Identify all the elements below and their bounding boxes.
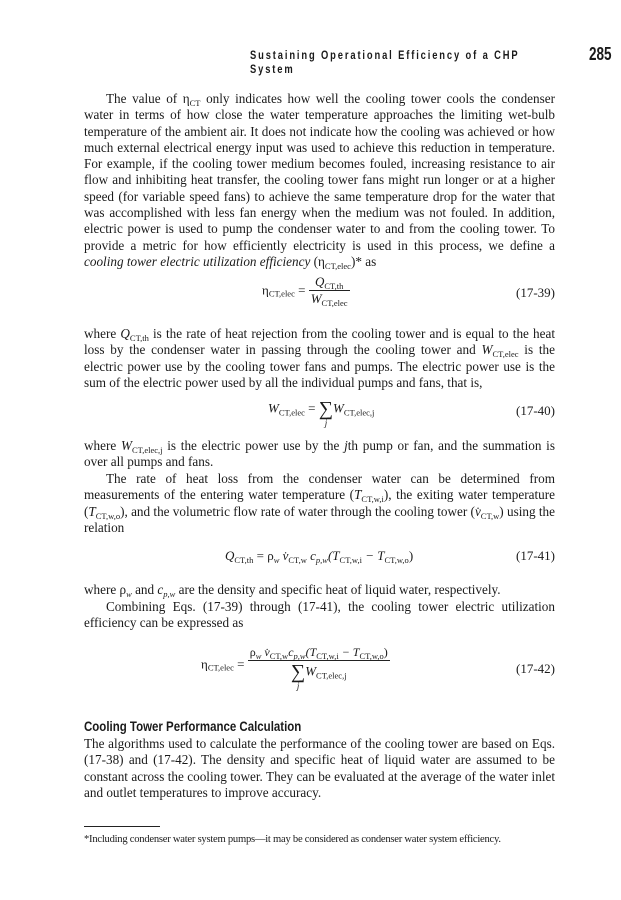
subscript: p,w	[293, 651, 306, 661]
subscript: CT,w,i	[316, 651, 339, 661]
paragraph-3	[84, 438, 555, 471]
equation-number: (17-41)	[516, 548, 555, 563]
symbol: (T	[327, 548, 340, 563]
subscript: p,w	[163, 589, 176, 599]
symbol: c	[288, 645, 294, 659]
symbol: = ρ	[253, 548, 274, 563]
symbol: v̇	[261, 645, 270, 659]
numerator: Q	[314, 274, 325, 289]
subscript: CT,w,i	[339, 555, 362, 565]
sigma: ∑	[318, 398, 333, 420]
running-header: Sustaining Operational Efficiency of a CHP System	[250, 48, 520, 76]
text: The rate of heat loss from the condenser water can be determined from measurements of the entering water temperature (	[84, 471, 555, 503]
equation-17-42: $\eta_{CT,elec}$ = $\rho_w$ $v̇_{CT,w}c_{p,w}(T_{CT,w,i} - T_{CT,w,o})$ ∑ j $W_{CT,elec,j}$ (17-42)	[201, 645, 555, 691]
denominator: W	[310, 291, 322, 306]
denominator: W	[305, 663, 317, 679]
subscript: CT,w	[480, 510, 500, 521]
symbol: − T	[361, 548, 385, 563]
text: ), and the volumetric flow rate of water through the cooling tower (	[120, 503, 475, 519]
symbol: T	[354, 487, 362, 503]
defined-term: cooling tower electric utilization efficiency	[84, 253, 311, 269]
eq-lhs: η	[201, 656, 208, 672]
summation-icon	[290, 661, 306, 691]
subscript: CT,w,o	[359, 651, 384, 661]
subscript: CT,elec	[492, 349, 519, 360]
eq-lhs: η	[262, 282, 269, 298]
text: is the rate of heat rejection from the cooling tower and is equal to the heat loss by the condenser water in passing through the cooling tower and	[84, 326, 556, 358]
equation-number: (17-39)	[516, 285, 555, 300]
equation-17-40: $W_{CT,elec}$ = ∑ j $W_{CT,elec,j}$ (17-40)	[268, 398, 555, 428]
subscript: p,w	[315, 555, 328, 565]
subscript: CT,elec,j	[316, 670, 347, 681]
subscript: CT,w,i	[361, 494, 384, 505]
summation-icon	[318, 398, 333, 428]
text: th pump or fan, and the summation is over all pumps and fans.	[84, 438, 555, 470]
paragraph-5	[84, 582, 555, 598]
symbol: − T	[338, 645, 360, 659]
subscript: CT,elec,j	[343, 407, 375, 418]
text: ) using the relation	[84, 503, 555, 535]
symbol: W	[120, 438, 132, 453]
symbol: T	[88, 503, 96, 519]
subscript: CT,th	[324, 281, 344, 291]
fraction	[248, 645, 390, 691]
text: where	[84, 326, 121, 341]
sigma: ∑	[290, 661, 306, 683]
subscript: CT,w	[288, 555, 307, 565]
paragraph-2	[84, 326, 555, 391]
fraction	[309, 274, 350, 307]
text: is the electric power use by the cooling tower fans and pumps. The electric power use is the sum of the electric power used by all the individual pumps and fans, that is,	[84, 342, 555, 390]
index: j	[296, 681, 300, 691]
text: are the density and specific heat of liquid water, respectively.	[175, 582, 501, 597]
equation-number: (17-42)	[516, 661, 555, 676]
subscript: CT,elec	[324, 260, 351, 271]
text: only indicates how well the cooling tower cools the condenser water in terms of how close the water temperature approaches the limiting wet-bulb temperature of the ambient air. It does not indicate how the cooling was achieved or how much external electrical energy input was used to achieve this reduction in temperature. For example, if the cooling tower medium becomes fouled, increasing resistance to air flow and inhibiting heat transfer, the cooling tower fans might run longer or at a higher speed (for variable speed fans) to achieve the same temperature drop for the water that was accomplished with less fan energy when the medium was not fouled. In addition, electric power is used to pump the condenser water to and from the cooling tower. To provide a metric for how efficiently electricity is used in this process, we define a	[84, 91, 555, 253]
subscript: CT,elec	[321, 298, 348, 308]
paragraph-4	[84, 471, 555, 536]
text: (η	[310, 253, 325, 269]
symbol: c	[157, 582, 164, 597]
symbol: W	[481, 342, 493, 358]
text: where ρ	[84, 582, 127, 597]
footnote: *Including condenser water system pumps—it may be considered as condenser water system efficiency.	[84, 834, 501, 845]
text: is the electric power use by the	[162, 438, 345, 453]
eq-lhs: Q	[225, 548, 235, 563]
symbol: ρ	[249, 645, 256, 659]
text: where	[84, 438, 121, 453]
subscript: CT,elec	[278, 407, 305, 418]
subscript: w	[255, 651, 262, 661]
symbol: v̇	[279, 548, 289, 563]
subscript: CT	[189, 98, 201, 108]
subscript: CT,elec	[268, 288, 295, 299]
page-number: 285	[589, 44, 612, 64]
subscript: CT,th	[234, 555, 254, 565]
eq-lhs: W	[268, 400, 279, 416]
text: The value of η	[106, 91, 190, 106]
eq-rhs: W	[333, 400, 344, 416]
symbol: )	[408, 548, 414, 563]
subscript: w	[126, 589, 132, 599]
symbol: j	[344, 438, 348, 453]
text: )* as	[350, 253, 377, 269]
subscript: CT,th	[129, 333, 149, 343]
symbol: c	[306, 548, 316, 563]
symbol: (T	[305, 645, 317, 659]
subscript: CT,w,o	[384, 555, 409, 565]
section-heading: Cooling Tower Performance Calculation	[84, 718, 302, 734]
text: ), the exiting water temperature (	[84, 487, 555, 519]
subscript: w	[273, 555, 280, 565]
symbol: Q	[120, 326, 130, 341]
paragraph-1	[84, 91, 555, 270]
index: j	[324, 418, 328, 428]
subscript: CT,elec	[207, 662, 234, 673]
symbol: )	[383, 645, 388, 659]
symbol: v̇	[474, 503, 481, 519]
equation-number: (17-40)	[516, 403, 555, 418]
subscript: CT,w	[269, 651, 289, 661]
equation-17-39: $\eta_{CT,elec}$ = $\frac{Q_{CT,th}}{W_{CT,elec}}$ (17-39)	[262, 274, 555, 308]
text: and	[131, 582, 158, 597]
subscript: CT,elec,j	[131, 445, 163, 455]
section-paragraph: The algorithms used to calculate the performance of the cooling tower are based on Eqs. (17-38) and (17-42). The density and specific heat of liquid water are assumed to be constant across the cooling tower. They can be evaluated at the average of the water inlet and outlet temperatures to improve accuracy.	[84, 736, 555, 800]
footnote-rule	[84, 826, 160, 827]
paragraph-6: Combining Eqs. (17-39) through (17-41), the cooling tower electric utilization efficiency can be expressed as	[84, 599, 555, 631]
subscript: CT,w,o	[95, 510, 121, 521]
